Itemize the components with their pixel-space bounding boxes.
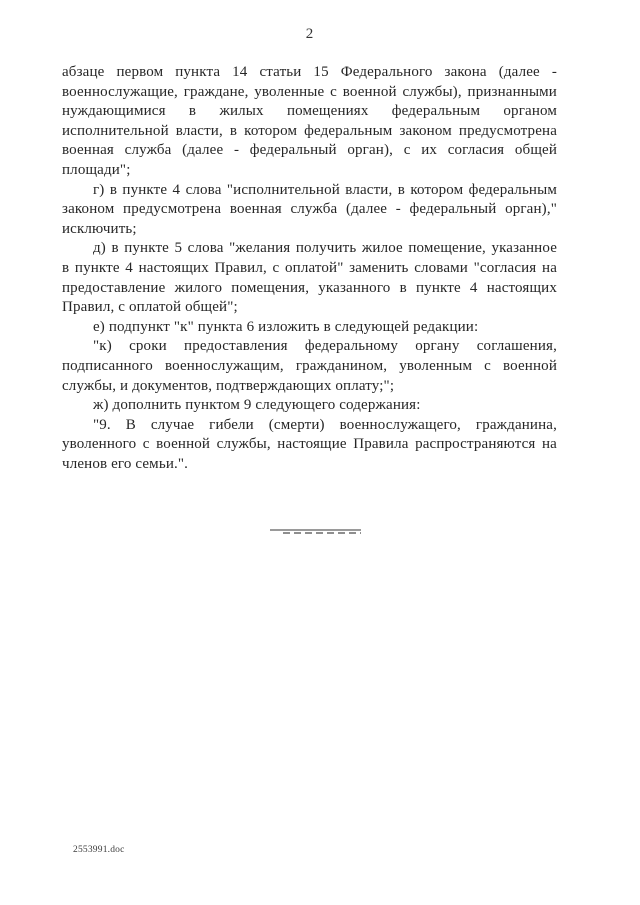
- text-line: исключить;: [62, 220, 137, 237]
- text-line: службы, и документов, подтверждающих оплату;";: [62, 377, 395, 394]
- text-line: д) в пункте 5 слова "желания получить жилое помещение, указанное: [93, 240, 557, 257]
- text-line: членов его семьи.".: [62, 455, 189, 472]
- text-line: "9. В случае гибели (смерти) военнослужащего, гражданина,: [93, 416, 557, 433]
- text-line: площади";: [62, 161, 131, 178]
- separator-line: [270, 529, 361, 535]
- text-line: нуждающимися в жилых помещениях федеральным органом: [62, 103, 557, 120]
- document-body: [62, 63, 557, 474]
- text-line: исполнительной власти, в котором федеральным законом предусмотрена: [62, 122, 557, 139]
- text-line: подписанного военнослужащим, гражданином, уволенным с военной: [62, 357, 557, 374]
- text-line: законом предусмотрена военная служба (далее - федеральный орган),": [62, 201, 557, 218]
- text-line: Правил, с оплатой общей";: [62, 299, 238, 316]
- text-line: ж) дополнить пунктом 9 следующего содержания:: [93, 397, 421, 414]
- separator-rule-dashes: [283, 532, 361, 534]
- text-line: абзаце первом пункта 14 статьи 15 Федерального закона (далее -: [62, 64, 557, 80]
- text-line: "к) сроки предоставления федеральному органу соглашения,: [93, 338, 557, 355]
- text-line: военнослужащие, граждане, уволенные с военной службы), признанными: [62, 83, 557, 100]
- page-number: 2: [305, 26, 314, 42]
- text-line: е) подпункт "к" пункта 6 изложить в следующей редакции:: [93, 318, 479, 335]
- separator-rule-solid: [270, 529, 361, 531]
- text-line: военная служба (далее - федеральный орган), с их согласия общей: [62, 142, 557, 159]
- text-line: в пункте 4 настоящих Правил, с оплатой" заменить словами "согласия на: [62, 259, 557, 276]
- footer-filename: 2553991.doc: [73, 845, 125, 855]
- text-line: предоставление жилого помещения, указанного в пункте 4 настоящих: [62, 279, 557, 296]
- text-line: уволенного с военной службы, настоящие Правила распространяются на: [62, 436, 557, 453]
- text-line: г) в пункте 4 слова "исполнительной власти, в котором федеральным: [93, 181, 557, 198]
